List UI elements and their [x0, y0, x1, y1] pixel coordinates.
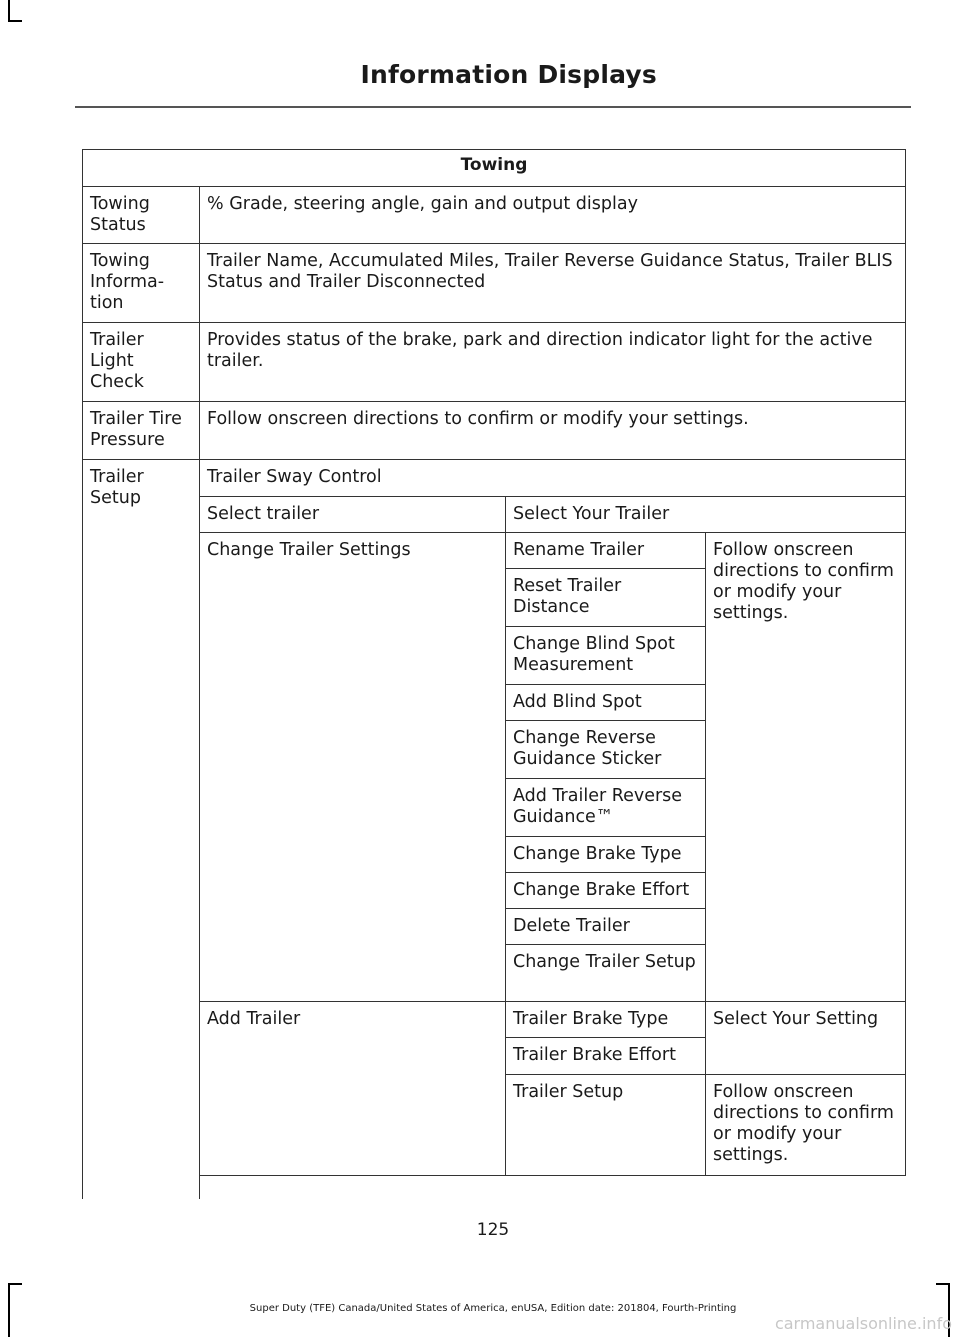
row-label-trailer-setup: Trailer Setup — [82, 459, 200, 1199]
select-trailer: Select trailer — [199, 496, 506, 533]
option-reset-trailer-distance: Reset Trailer Distance — [505, 568, 706, 627]
row-label-towing-status: Towing Status — [82, 186, 200, 244]
change-trailer-settings: Change Trailer Settings — [199, 532, 506, 1002]
row-label-trailer-light-check: Trailer Light Check — [82, 322, 200, 402]
option-change-brake-type: Change Brake Type — [505, 836, 706, 873]
add-result-follow-text: Follow onscreen directions to confirm or modify your settings. — [705, 1074, 906, 1176]
watermark: carmanualsonline.info — [774, 1314, 952, 1333]
row-text-towing-information: Trailer Name, Accumulated Miles, Trailer Reverse Guidance Status, Trailer BLIS Status and Trailer Disconnected — [199, 243, 906, 323]
edition-footer: Super Duty (TFE) Canada/United States of America, enUSA, Edition date: 201804, Fourth-Printing — [249, 1303, 737, 1314]
option-delete-trailer: Delete Trailer — [505, 908, 706, 945]
option-add-trailer-reverse-guidance: Add Trailer Reverse Guidance™ — [505, 778, 706, 837]
crop-mark-bottom-right-h — [936, 1283, 950, 1285]
option-add-blind-spot: Add Blind Spot — [505, 684, 706, 721]
row-text-trailer-light-check: Provides status of the brake, park and direction indicator light for the active trailer. — [199, 322, 906, 402]
row-label-trailer-tire-pressure: Trailer Tire Pressure — [82, 401, 200, 460]
row-text-towing-status: % Grade, steering angle, gain and output display — [199, 186, 906, 244]
option-rename-trailer: Rename Trailer — [505, 532, 706, 569]
add-result-select-your-setting: Select Your Setting — [705, 1001, 906, 1075]
crop-mark-top-left-h — [8, 20, 22, 22]
crop-mark-top-left-v — [8, 0, 10, 22]
crop-mark-bottom-left-h — [8, 1283, 22, 1285]
row-label-towing-information: Towing Informa-tion — [82, 243, 200, 323]
page-number: 125 — [476, 1220, 510, 1240]
change-result-text: Follow onscreen directions to confirm or modify your settings. — [705, 532, 906, 1002]
option-change-brake-effort: Change Brake Effort — [505, 872, 706, 909]
trailer-sway-control: Trailer Sway Control — [199, 459, 906, 497]
table-title: Towing — [82, 149, 906, 187]
select-your-trailer: Select Your Trailer — [505, 496, 906, 533]
option-change-blind-spot-measurement: Change Blind Spot Measurement — [505, 626, 706, 685]
page-title: Information Displays — [360, 60, 657, 89]
header-rule — [75, 106, 911, 108]
option-change-trailer-setup: Change Trailer Setup — [505, 944, 706, 1002]
add-option-trailer-setup: Trailer Setup — [505, 1074, 706, 1176]
option-change-reverse-guidance-sticker: Change Reverse Guidance Sticker — [505, 720, 706, 779]
row-text-trailer-tire-pressure: Follow onscreen directions to confirm or modify your settings. — [199, 401, 906, 460]
add-option-trailer-brake-type: Trailer Brake Type — [505, 1001, 706, 1038]
add-option-trailer-brake-effort: Trailer Brake Effort — [505, 1037, 706, 1075]
add-trailer: Add Trailer — [199, 1001, 506, 1176]
